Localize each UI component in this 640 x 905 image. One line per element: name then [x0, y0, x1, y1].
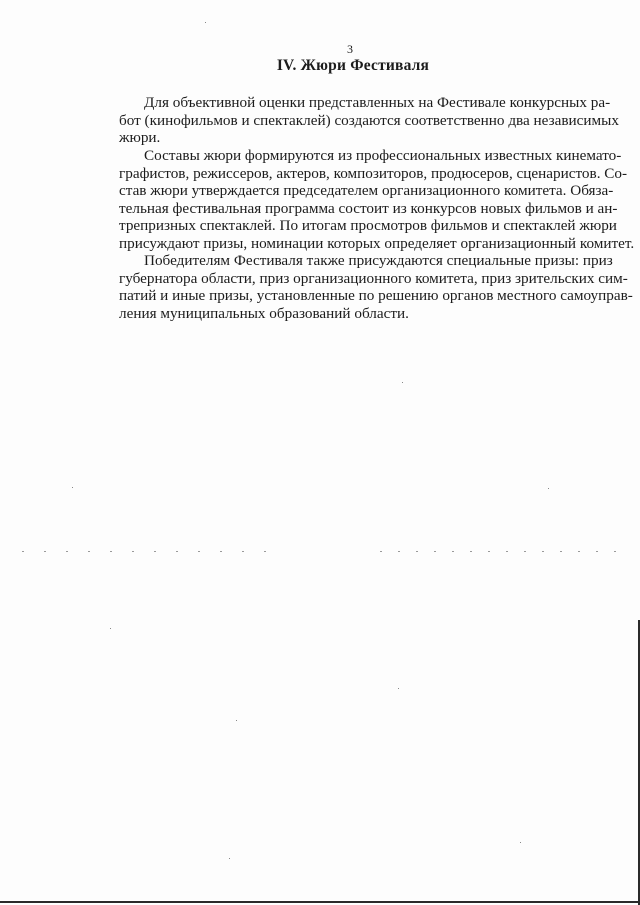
paragraph-line: ления муниципальных образований области. [119, 304, 409, 322]
paragraph-line: бот (кинофильмов и спектаклей) создаются соответственно два независимых [119, 111, 619, 129]
scan-edge-bottom [0, 901, 640, 903]
page-number: 3 [347, 42, 353, 56]
paragraph-line: губернатора области, приз организационного комитета, приз зрительских сим- [119, 269, 628, 287]
paragraph-line: патий и иные призы, установленные по решению органов местного самоуправ- [119, 287, 633, 305]
paragraph-line: графистов, режиссеров, актеров, композиторов, продюсеров, сценаристов. Со- [119, 164, 628, 182]
scan-speck [22, 551, 282, 552]
paragraph-line: Победителям Фестиваля также присуждаются специальные призы: приз [144, 252, 613, 269]
scan-speck [402, 382, 403, 383]
paragraph-line: присуждают призы, номинации которых определяет организационный комитет. [119, 234, 635, 252]
paragraph-jury-purpose [119, 94, 619, 147]
scan-speck [205, 22, 206, 23]
scan-speck [520, 842, 521, 843]
scan-speck [236, 720, 237, 721]
paragraph-line: жюри. [119, 129, 161, 147]
scan-speck [229, 858, 230, 859]
paragraph-jury-composition [119, 147, 635, 253]
paragraph-line: тельная фестивальная программа состоит из конкурсов новых фильмов и ан- [119, 199, 618, 217]
scan-speck [380, 551, 630, 552]
scan-speck [72, 487, 73, 488]
paragraph-line: трепризных спектаклей. По итогам просмотров фильмов и спектаклей жюри [119, 217, 617, 235]
scan-speck [548, 488, 549, 489]
scan-speck [398, 688, 399, 689]
scan-speck [110, 628, 111, 629]
paragraph-line: Для объективной оценки представленных на Фестивале конкурсных ра- [144, 94, 611, 111]
paragraph-line: Составы жюри формируются из профессиональных известных кинемато- [144, 147, 622, 164]
section-title: IV. Жюри Фестиваля [276, 57, 430, 74]
paragraph-special-prizes [119, 252, 633, 322]
paragraph-line: став жюри утверждается председателем организационного комитета. Обяза- [119, 182, 614, 200]
